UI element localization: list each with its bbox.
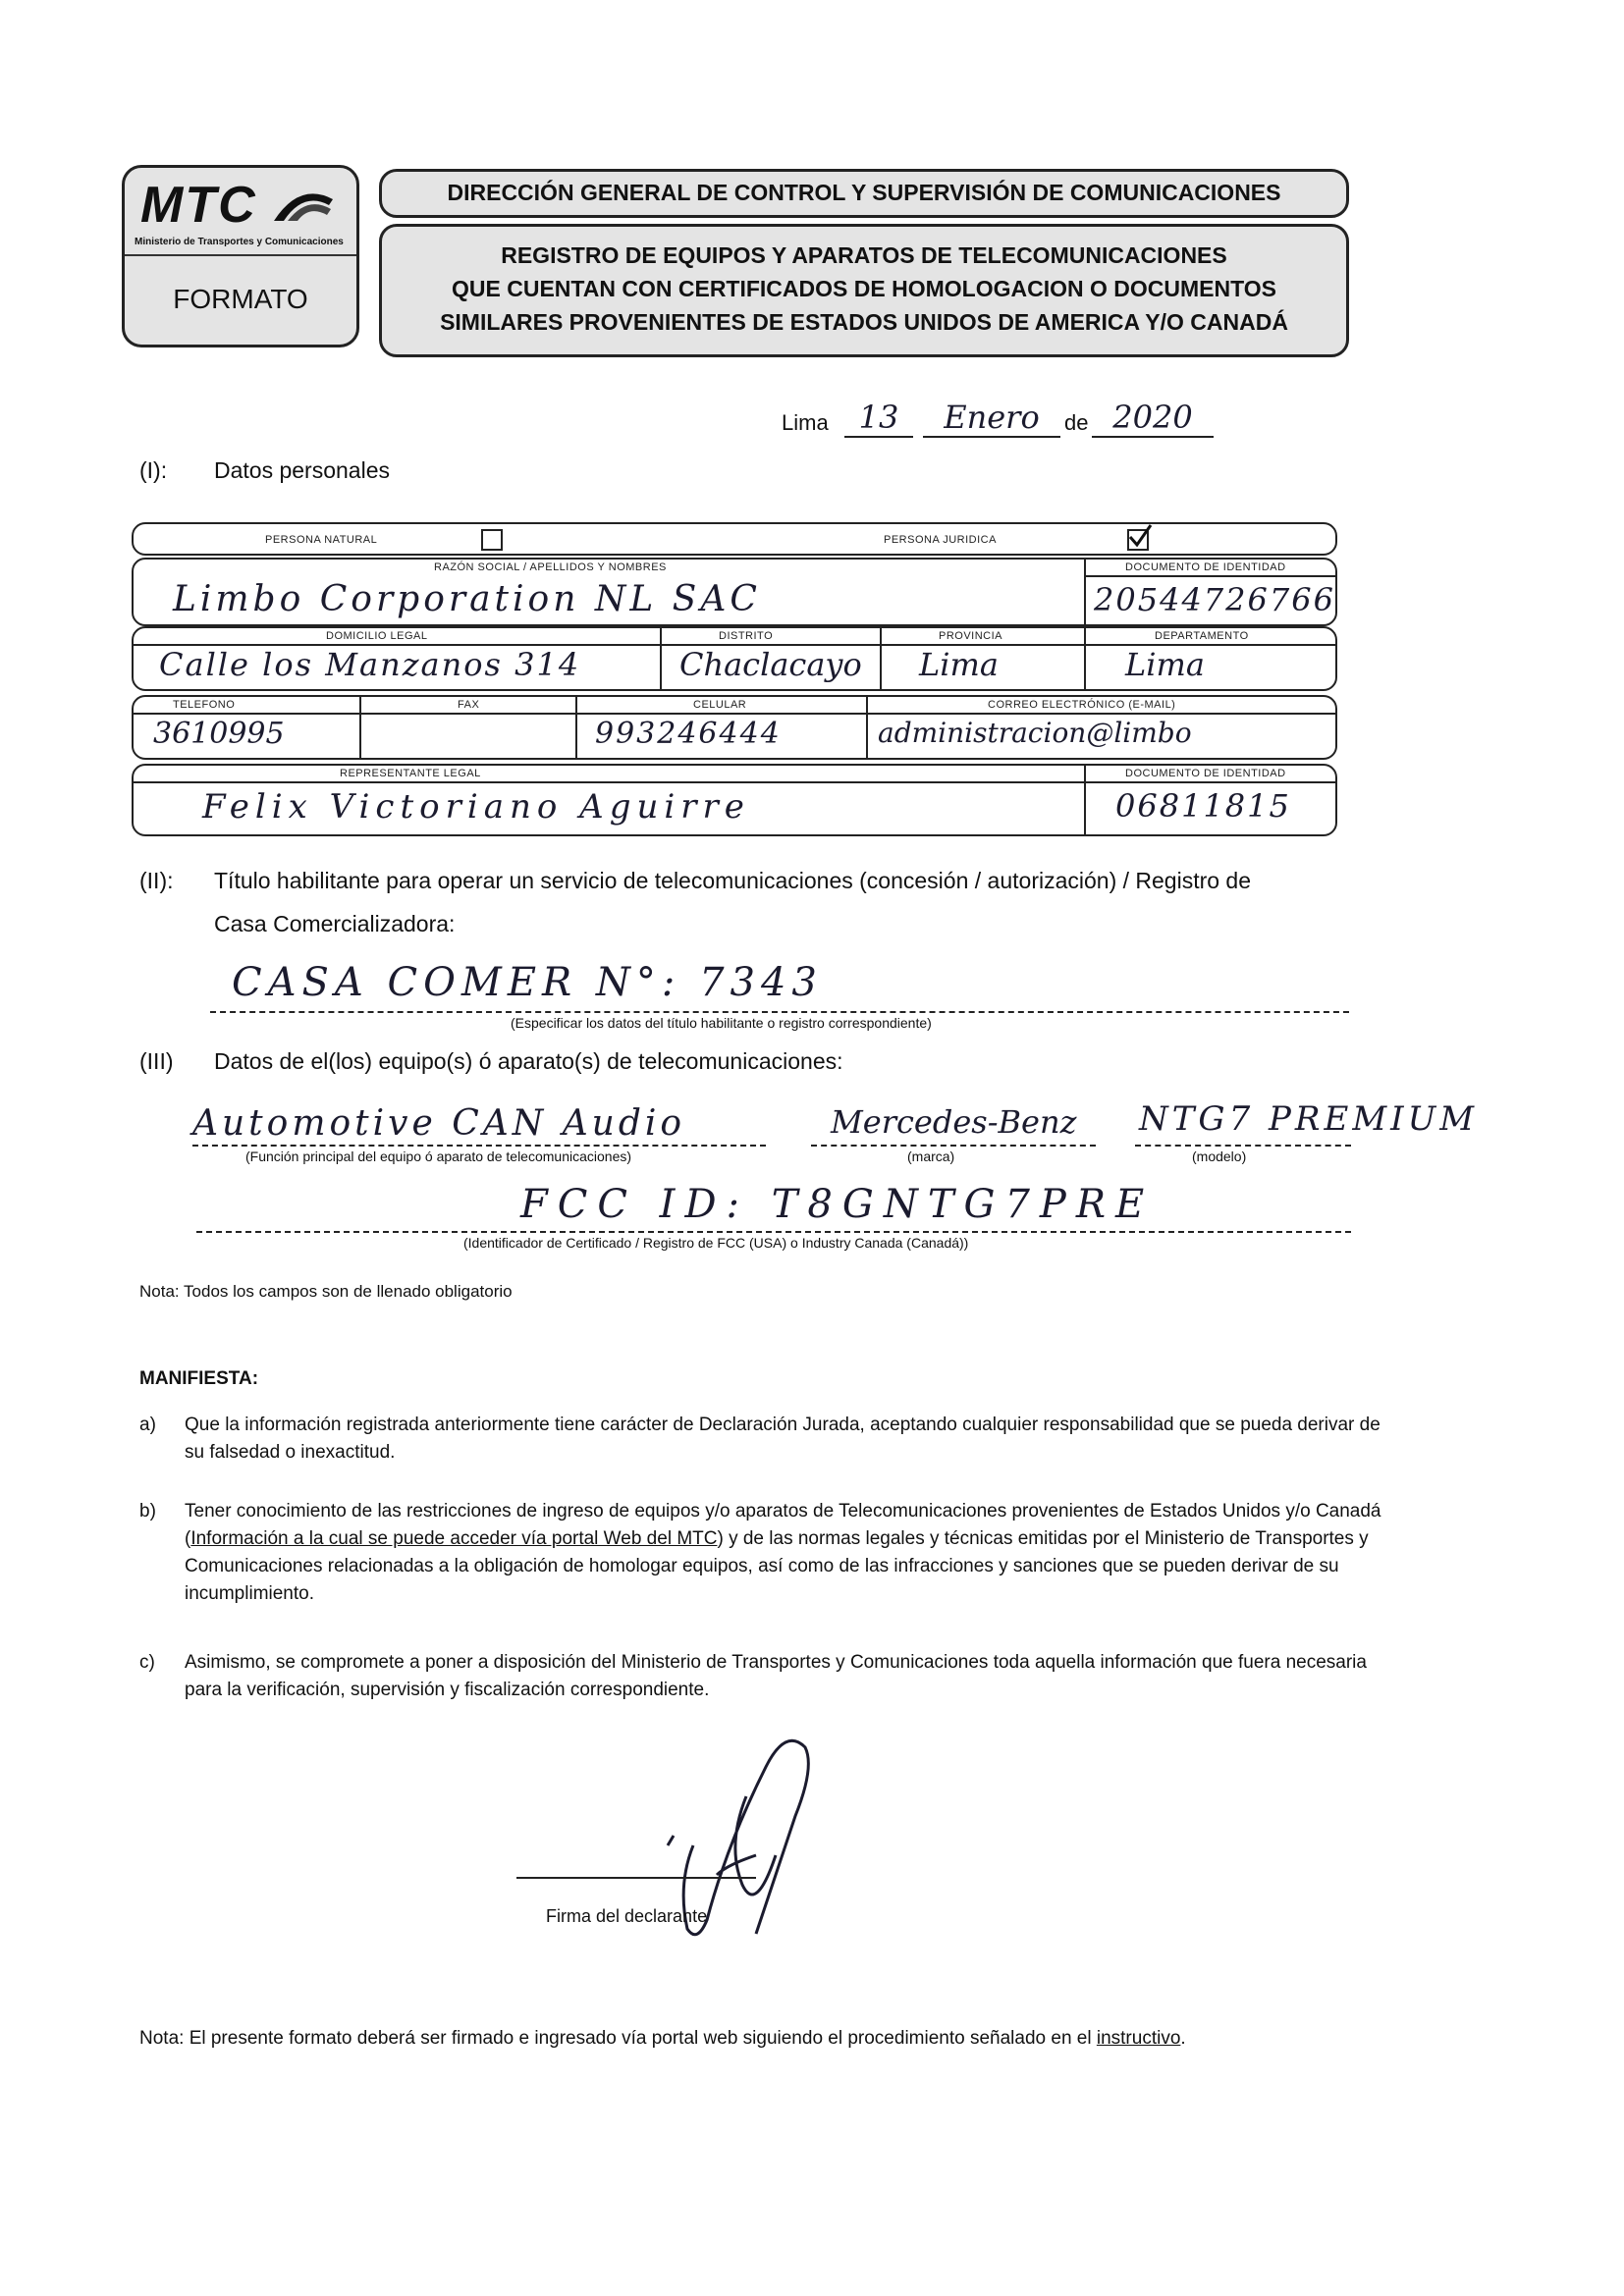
razon-social-row (132, 558, 1337, 626)
logo-subtitle: Ministerio de Transportes y Comunicaciones (135, 237, 344, 247)
direction-title: DIRECCIÓN GENERAL DE CONTROL Y SUPERVISIÓN DE COMUNICACIONES (447, 180, 1281, 205)
section-2-title-line-2: Casa Comercializadora: (214, 911, 456, 936)
section-1-number: (I): (139, 457, 168, 483)
registry-line-3: SIMILARES PROVENIENTES DE ESTADOS UNIDOS DE AMERICA Y/O CANADÁ (440, 309, 1288, 335)
section-1-title: Datos personales (214, 457, 390, 483)
note-obligatorio: Nota: Todos los campos son de llenado obligatorio (139, 1282, 513, 1301)
section-3-number: (III) (139, 1048, 174, 1074)
manifiesta-letter-b: b) (139, 1501, 156, 1522)
note-final-text: Nota: El presente formato deberá ser firmado e ingresado vía portal web siguiendo el procedimiento señalado en el (139, 2028, 1097, 2049)
model-value[interactable]: NTG7 PREMIUM (1139, 1099, 1479, 1139)
section-3-title: Datos de el(los) equipo(s) ó aparato(s) de telecomunicaciones: (214, 1048, 843, 1074)
manifiesta-text-b (185, 1498, 1398, 1608)
contact-row (132, 695, 1337, 760)
mtc-logo: MTC (140, 177, 257, 234)
fcc-caption: (Identificador de Certificado / Registro de FCC (USA) o Industry Canada (Canadá)) (463, 1235, 969, 1251)
representante-label-line (134, 781, 1335, 783)
fax-divider (359, 697, 361, 758)
brand-value[interactable]: Mercedes-Benz (831, 1103, 1077, 1141)
checkmark-icon (1127, 523, 1153, 549)
doc-label-underline (1084, 575, 1335, 577)
logo-divider (125, 254, 356, 256)
date-month[interactable]: Enero (923, 399, 1060, 438)
distrito-divider (660, 628, 662, 689)
fax-label: FAX (458, 699, 480, 711)
mtc-portal-link[interactable]: Información a la cual se puede acceder vía portal Web del MTC (190, 1528, 718, 1549)
manifiesta-title: MANIFIESTA: (139, 1368, 259, 1389)
razon-social-label: RAZÓN SOCIAL / APELLIDOS Y NOMBRES (434, 561, 667, 573)
function-caption: (Función principal del equipo ó aparato de telecomunicaciones) (245, 1148, 632, 1164)
direction-title-box (379, 169, 1349, 218)
provincia-divider (880, 628, 882, 689)
date-city: Lima (782, 410, 829, 435)
manifiesta-text-c: Asimismo, se compromete a poner a disposición del Ministerio de Transportes y Comunicaciones toda aquella información que fuera necesaria para la verificación, supervisión y fiscalización correspondiente. (185, 1652, 1367, 1700)
doc-identidad-value[interactable]: 20544726766 (1094, 581, 1335, 618)
distrito-value[interactable]: Chaclacayo (679, 646, 862, 683)
date-day[interactable]: 13 (844, 399, 913, 438)
note-final-end: . (1180, 2028, 1186, 2049)
departamento-value[interactable]: Lima (1125, 646, 1205, 683)
brand-line (811, 1145, 1096, 1147)
fcc-line (196, 1231, 1351, 1233)
registry-line-2: QUE CUENTAN CON CERTIFICADOS DE HOMOLOGACION O DOCUMENTOS (452, 276, 1276, 301)
manifiesta-text-b-before: Tener conocimiento de las restricciones de ingreso de equipos y/o aparatos de Telecomunicaciones provenientes de Estados Unidos y/o Canadá ( (185, 1501, 1381, 1549)
model-caption: (modelo) (1192, 1148, 1247, 1164)
model-line (1135, 1145, 1351, 1147)
date-de: de (1064, 410, 1089, 435)
correo-label: CORREO ELECTRÓNICO (E-MAIL) (988, 699, 1176, 711)
section-2-value[interactable]: CASA COMER N°: 7343 (232, 960, 823, 1005)
provincia-label: PROVINCIA (939, 630, 1003, 642)
telefono-label: TELEFONO (173, 699, 236, 711)
razon-social-value[interactable]: Limbo Corporation NL SAC (173, 579, 761, 619)
signature-label: Firma del declarante (546, 1906, 708, 1926)
function-line (192, 1145, 766, 1147)
celular-label: CELULAR (693, 699, 747, 711)
note-final (139, 2028, 1186, 2050)
persona-type-row (132, 522, 1337, 556)
fcc-value[interactable]: FCC ID: T8GNTG7PRE (520, 1182, 1155, 1227)
distrito-label: DISTRITO (719, 630, 774, 642)
manifiesta-text-a: Que la información registrada anteriormente tiene carácter de Declaración Jurada, aceptando cualquier responsabilidad que se pueda derivar de su falsedad o inexactitud. (185, 1415, 1380, 1463)
telefono-value[interactable]: 3610995 (153, 717, 285, 751)
celular-divider (575, 697, 577, 758)
correo-value[interactable]: administracion@limbo (878, 717, 1192, 749)
doc-divider (1084, 560, 1086, 624)
section-2-line (210, 1011, 1349, 1013)
registry-title-box (379, 224, 1349, 357)
manifiesta-letter-c: c) (139, 1652, 155, 1673)
format-label: FORMATO (173, 284, 308, 314)
persona-natural-checkbox[interactable] (481, 529, 503, 551)
logo-box (122, 165, 359, 347)
persona-juridica-label: PERSONA JURIDICA (884, 534, 997, 546)
section-2-number: (II): (139, 868, 174, 893)
section-2-title-line-1: Título habilitante para operar un servicio de telecomunicaciones (concesión / autorización) / Registro de (214, 868, 1252, 893)
persona-juridica-checkbox[interactable] (1127, 529, 1149, 551)
doc-rep-label: DOCUMENTO DE IDENTIDAD (1125, 768, 1286, 779)
section-2-caption: (Especificar los datos del título habilitante o registro correspondiente) (511, 1015, 932, 1031)
signature-line (516, 1877, 756, 1879)
brand-caption: (marca) (907, 1148, 955, 1164)
mtc-emblem-icon (270, 182, 337, 225)
instructivo-link[interactable]: instructivo (1096, 2028, 1181, 2049)
doc-identidad-label: DOCUMENTO DE IDENTIDAD (1125, 561, 1286, 573)
doc-rep-divider (1084, 766, 1086, 834)
doc-rep-value[interactable]: 06811815 (1115, 787, 1291, 825)
departamento-divider (1084, 628, 1086, 689)
manifiesta-text-b-after: ) y de las normas legales y técnicas emitidas por el Ministerio de Transportes y Comunicaciones relacionadas a la obligación de homologar equipos, así como de las infracciones y sanciones que se pueden derivar de su incumplimiento. (185, 1528, 1369, 1604)
domicilio-value[interactable]: Calle los Manzanos 314 (159, 646, 581, 683)
date-year[interactable]: 2020 (1092, 399, 1214, 438)
departamento-label: DEPARTAMENTO (1155, 630, 1249, 642)
celular-value[interactable]: 993246444 (595, 717, 782, 751)
representante-value[interactable]: Felix Victoriano Aguirre (202, 787, 750, 827)
manifiesta-letter-a: a) (139, 1415, 156, 1435)
domicilio-label: DOMICILIO LEGAL (326, 630, 428, 642)
representante-row (132, 764, 1337, 836)
registry-line-1: REGISTRO DE EQUIPOS Y APARATOS DE TELECOMUNICACIONES (501, 242, 1227, 268)
function-value[interactable]: Automotive CAN Audio (192, 1103, 686, 1144)
persona-natural-label: PERSONA NATURAL (265, 534, 378, 546)
domicilio-row (132, 626, 1337, 691)
representante-label: REPRESENTANTE LEGAL (340, 768, 481, 779)
correo-divider (866, 697, 868, 758)
provincia-value[interactable]: Lima (919, 646, 999, 683)
contact-label-line (134, 713, 1335, 715)
